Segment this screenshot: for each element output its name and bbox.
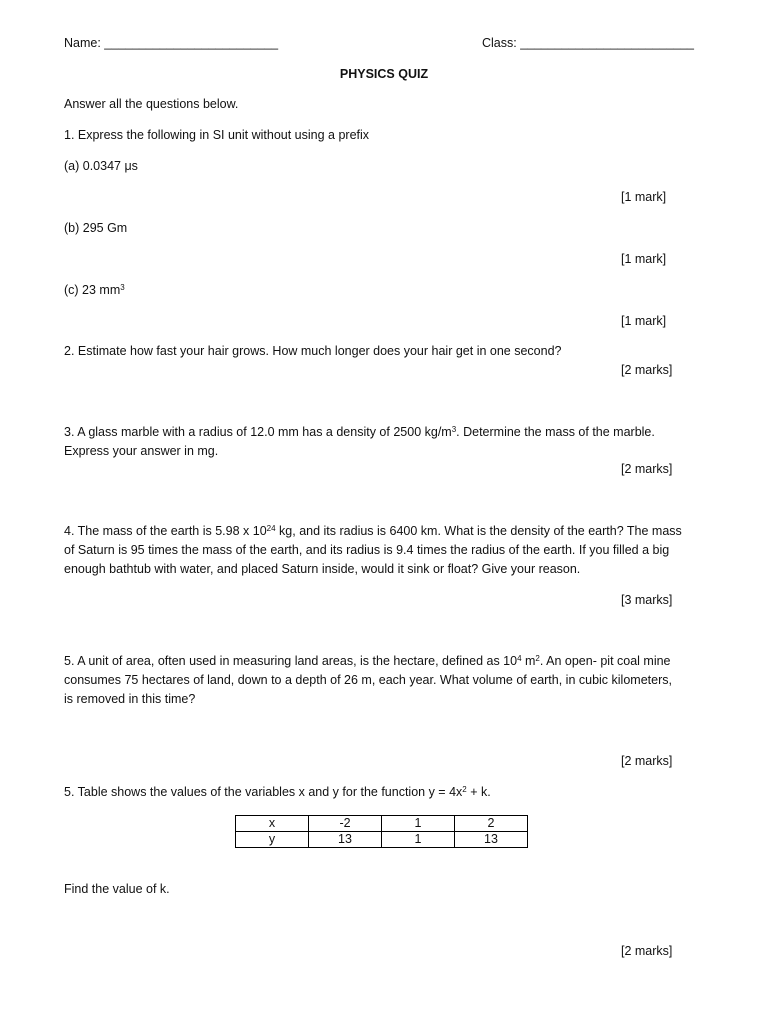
q5-line-1	[64, 654, 671, 668]
q6-text-2: + k.	[466, 785, 491, 799]
q3-text-2: . Determine the mass of the marble.	[456, 425, 655, 439]
table-cell: 2	[455, 816, 528, 832]
q4-line-2: of Saturn is 95 times the mass of the earth, and its radius is 9.4 times the radius of the earth. If you filled a big	[64, 543, 670, 557]
q5-line-3: is removed in this time?	[64, 692, 196, 706]
table-row-x	[236, 816, 528, 832]
table-row-y	[236, 832, 528, 848]
q1-part-a-marks: [1 mark]	[621, 190, 667, 204]
q4-line-3: enough bathtub with water, and placed Saturn inside, would it sink or float? Give your reason.	[64, 562, 581, 576]
q5-marks: [2 marks]	[621, 754, 673, 768]
table-cell: -2	[309, 816, 382, 832]
q4-text-1: 4. The mass of the earth is 5.98 x 10	[64, 524, 267, 538]
q6-find: Find the value of k.	[64, 882, 170, 896]
q1-part-c-text: (c) 23 mm	[64, 283, 121, 297]
q4-line-1	[64, 524, 682, 538]
q6-marks: [2 marks]	[621, 944, 673, 958]
q1-stem: 1. Express the following in SI unit without using a prefix	[64, 128, 370, 142]
table-cell: y	[236, 832, 309, 848]
q3-marks: [2 marks]	[621, 462, 673, 476]
q5-exponent-2: 2	[535, 654, 540, 663]
q6-text-1: 5. Table shows the values of the variables x and y for the function y = 4x	[64, 785, 463, 799]
q4-exponent: 24	[266, 524, 276, 533]
q3-exponent: 3	[451, 425, 457, 434]
q5-text-1: 5. A unit of area, often used in measuring land areas, is the hectare, defined as 10	[64, 654, 518, 668]
q5-text-2: m	[521, 654, 536, 668]
table-cell: 1	[382, 816, 455, 832]
quiz-title: PHYSICS QUIZ	[339, 67, 429, 81]
q2-text: 2. Estimate how fast your hair grows. How much longer does your hair get in one second?	[64, 344, 562, 358]
q5-line-2: consumes 75 hectares of land, down to a depth of 26 m, each year. What volume of earth, in cubic kilometers,	[64, 673, 672, 687]
q1-part-c-marks: [1 mark]	[621, 314, 667, 328]
q6-line-1	[64, 785, 491, 799]
q1-part-a: (a) 0.0347 μs	[64, 159, 138, 173]
q1-part-c-exponent: 3	[120, 283, 125, 292]
q2-marks: [2 marks]	[621, 363, 673, 377]
q4-marks: [3 marks]	[621, 593, 673, 607]
q1-part-b: (b) 295 Gm	[64, 221, 128, 235]
table-cell: 1	[382, 832, 455, 848]
instructions: Answer all the questions below.	[64, 97, 239, 111]
class-field-label: Class: _________________________	[482, 36, 694, 50]
q5-exponent-1: 4	[517, 654, 522, 663]
q6-exponent: 2	[462, 785, 467, 794]
table-cell: 13	[309, 832, 382, 848]
table-cell: 13	[455, 832, 528, 848]
xy-values-table	[235, 815, 528, 848]
table-cell: x	[236, 816, 309, 832]
q4-text-2: kg, and its radius is 6400 km. What is the density of the earth? The mass	[275, 524, 682, 538]
q5-text-3: . An open- pit coal mine	[539, 654, 671, 668]
q3-line-1	[64, 425, 655, 439]
q3-text-1: 3. A glass marble with a radius of 12.0 mm has a density of 2500 kg/m	[64, 425, 452, 439]
q1-part-c	[64, 283, 125, 297]
name-field-label: Name: _________________________	[64, 36, 279, 50]
q1-part-b-marks: [1 mark]	[621, 252, 667, 266]
q3-line-2: Express your answer in mg.	[64, 444, 219, 458]
